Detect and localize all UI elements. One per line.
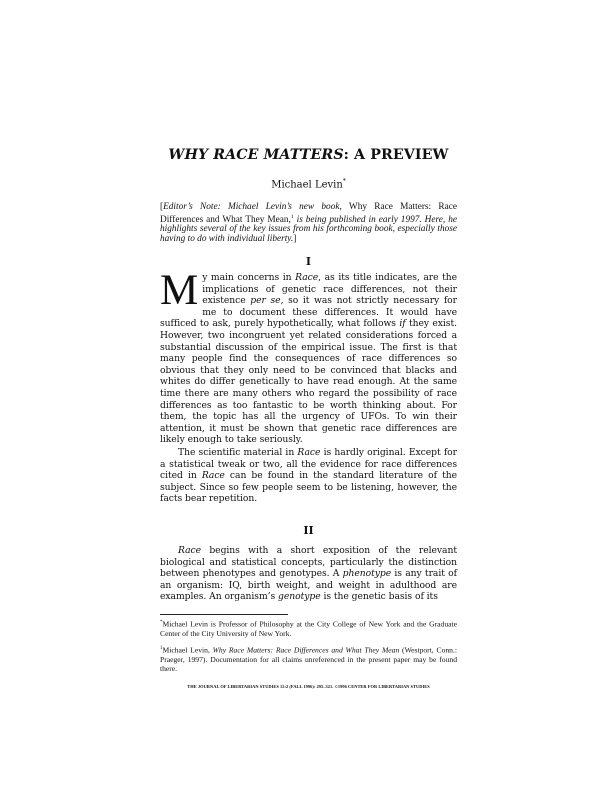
s1p2-a: The scientific material in: [178, 447, 298, 458]
s1p1-c: , so it was not strictly necessary for me to document these differences. It would have sufficed to ask, purely hypothetically, what follows: [160, 295, 457, 330]
s2p1-phenotype: phenotype: [342, 568, 392, 580]
author-name: [160, 178, 457, 190]
footnote-star-text: Michael Levin is Professor of Philosophy at the City College of New York and the Graduate Center of the City University of New York.: [160, 619, 457, 638]
editor-note: [160, 203, 457, 244]
note-part3: is being published in early 1997. Here, he highlights several of the key issues from his forthcoming book, especially those having to do with individual liberty.: [160, 214, 457, 244]
s2p1-a: begins with a short exposition of the relevant biological and statistical concepts, particularly the distinction between phenotypes and genotypes. A: [160, 545, 457, 580]
journal-page: [160, 0, 457, 792]
drop-cap: M: [160, 267, 199, 314]
s1p2-c: can be found in the standard literature of the subject. Since so few people seem to be listening, however, the facts bear repetition.: [160, 470, 457, 505]
title-rest: : A PREVIEW: [343, 147, 449, 163]
fn1-a: Michael Levin,: [162, 645, 213, 655]
footnote-1: [160, 644, 457, 673]
note-close: ]: [293, 233, 297, 244]
section1-paragraph-1: [160, 267, 457, 446]
author-text: Michael Levin: [271, 179, 343, 191]
s2p1-genotype: genotype: [278, 591, 321, 603]
note-open: [: [160, 202, 164, 212]
s2p1-race: Race: [178, 545, 201, 556]
section1-paragraph-2: [160, 447, 457, 505]
s2p1-b: is any trait of an organism: IQ, birth weight, and weight in adulthood are examples. An organism’s: [160, 568, 457, 603]
note-footnote-marker: 1: [290, 213, 294, 220]
section2-paragraph-1: [160, 545, 457, 603]
s1p1-b: , as its title indicates, are the implications of genetic race differences, not their existence: [202, 272, 457, 307]
footnote-author: [160, 618, 457, 638]
s1p1-race: Race: [295, 272, 319, 283]
fn1-b: (Westport, Conn.: Praeger, 1997). Documentation for all claims unreferenced in the present paper may be found there.: [160, 645, 457, 673]
footnote-1-marker: 1: [160, 646, 163, 651]
s1p1-perse: per se: [250, 295, 281, 307]
s1p1-d: they exist. However, two incongruent yet related considerations forced a substantial discussion of the empirical issue. The first is that many people find the consequences of race differences so obvious that they only need to be convinced that blacks and whites do differ genetically to have read enough. At the same time there are many others who regard the possibility of race differences as too fantastic to be worth thinking about. For them, the topic has all the urgency of UFOs. To win their attention, it must be shown that genetic race differences are likely enough to take seriously.: [160, 318, 457, 446]
s1p2-b: is hardly original. Except for a statistical tweak or two, all the evidence for race differences cited in: [160, 447, 457, 482]
article-title: [160, 147, 457, 163]
title-italic: WHY RACE MATTERS: [168, 147, 344, 163]
author-footnote-marker: *: [342, 178, 346, 185]
s1p1-a: y main concerns in: [202, 272, 296, 283]
note-part2: Why Race Matters: Race Differences and What They Mean,: [160, 202, 457, 225]
s2p1-c: is the genetic basis of its: [320, 591, 438, 603]
journal-footer: THE JOURNAL OF LIBERTARIAN STUDIES 12:2 (FALL 1996): 295–321. ©1996 CENTER FOR LIBERTARIAN STUDIES: [187, 684, 430, 689]
fn1-title: Why Race Matters: Race Differences and What They Mean: [212, 645, 400, 655]
footnote-star-marker: *: [160, 620, 163, 625]
section-heading-2: II: [303, 524, 314, 537]
footnote-divider: [160, 614, 288, 615]
s1p1-if: if: [399, 318, 406, 330]
note-part1: Editor’s Note: Michael Levin’s new book,: [163, 202, 342, 212]
s1p2-race2: Race: [201, 470, 225, 482]
section-heading-1: I: [305, 255, 312, 268]
s1p2-race: Race: [297, 447, 321, 458]
